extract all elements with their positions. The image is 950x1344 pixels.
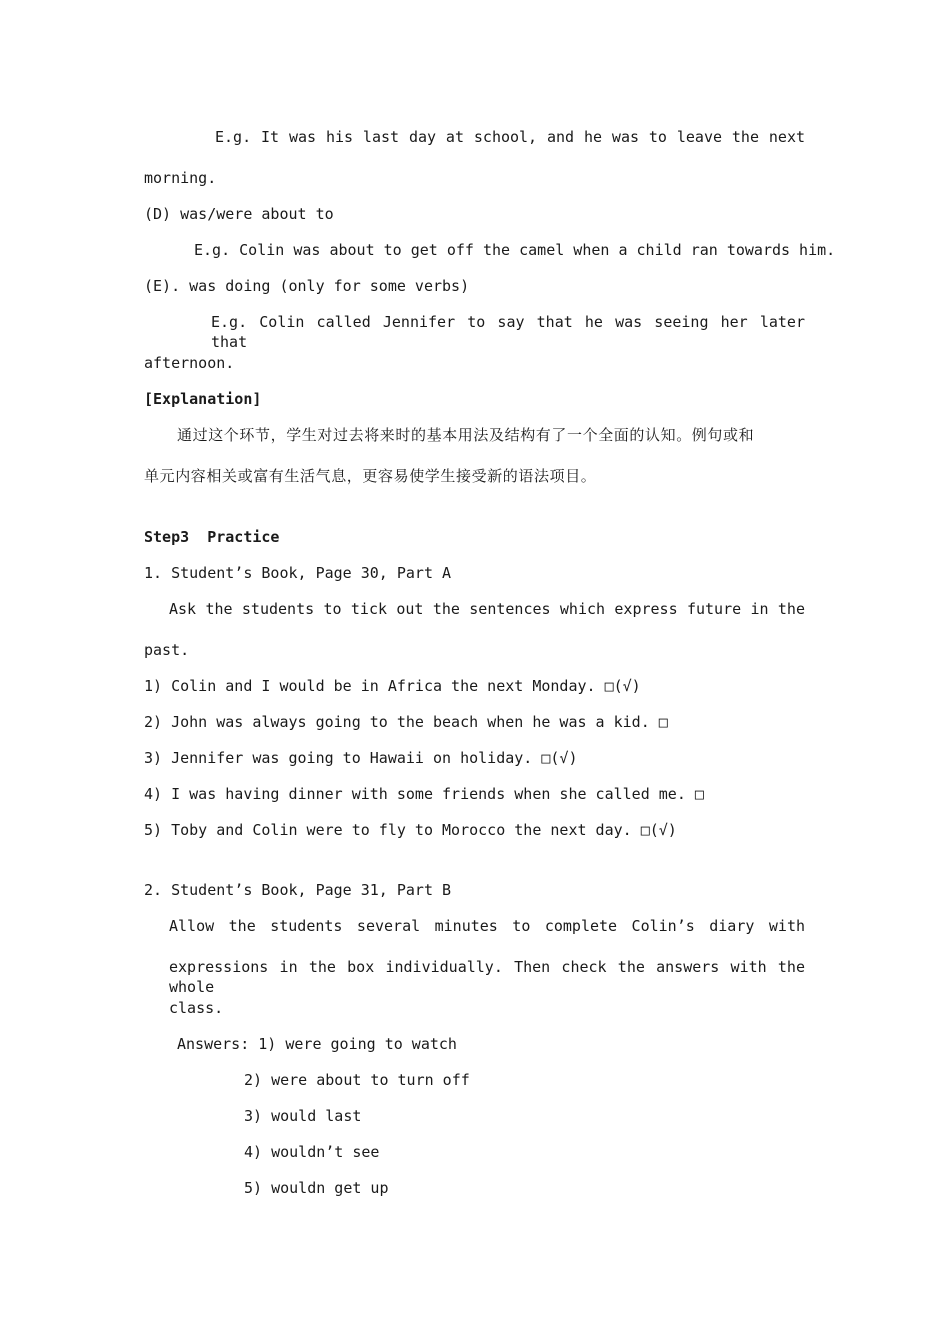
explanation-heading: [Explanation] bbox=[144, 390, 262, 408]
answer-3: 3) would last bbox=[244, 1107, 362, 1125]
part-a-item-2: 2) John was always going to the beach when he was a kid. □ bbox=[144, 713, 668, 731]
answers-label: Answers: 1) were going to watch bbox=[177, 1035, 457, 1053]
explanation-text-line2: 单元内容相关或富有生活气息，更容易使学生接受新的语法项目。 bbox=[144, 467, 597, 485]
part-a-title: 1. Student’s Book, Page 30, Part A bbox=[144, 564, 452, 582]
part-a-instruction-line1: Ask the students to tick out the sentences which express future in the bbox=[169, 600, 805, 618]
part-b-instruction-line3: class. bbox=[169, 999, 224, 1017]
part-a-item-1: 1) Colin and I would be in Africa the next Monday. □(√) bbox=[144, 677, 641, 695]
part-a-instruction-line2: past. bbox=[144, 641, 190, 659]
part-a-item-4: 4) I was having dinner with some friends when she called me. □ bbox=[144, 785, 704, 803]
part-b-instruction-line2: expressions in the box individually. Then check the answers with the whole bbox=[169, 958, 805, 996]
part-b-title: 2. Student’s Book, Page 31, Part B bbox=[144, 881, 452, 899]
part-a-item-5: 5) Toby and Colin were to fly to Morocco the next day. □(√) bbox=[144, 821, 677, 839]
section-e-heading: (E). was doing (only for some verbs) bbox=[144, 277, 470, 295]
example-e-line2: afternoon. bbox=[144, 354, 235, 372]
example-d: E.g. Colin was about to get off the camel when a child ran towards him. bbox=[194, 241, 836, 259]
answer-4: 4) wouldn’t see bbox=[244, 1143, 380, 1161]
example-e-line1: E.g. Colin called Jennifer to say that he was seeing her later that bbox=[211, 313, 805, 351]
part-b-instruction-line1: Allow the students several minutes to complete Colin’s diary with bbox=[169, 917, 805, 935]
example-c-line2: morning. bbox=[144, 169, 217, 187]
section-d-heading: (D) was/were about to bbox=[144, 205, 334, 223]
part-a-item-3: 3) Jennifer was going to Hawaii on holiday. □(√) bbox=[144, 749, 578, 767]
answer-5: 5) wouldn get up bbox=[244, 1179, 389, 1197]
step3-heading: Step3 Practice bbox=[144, 528, 280, 546]
explanation-text-line1: 通过这个环节，学生对过去将来时的基本用法及结构有了一个全面的认知。例句或和 bbox=[177, 426, 755, 444]
example-c-line1: E.g. It was his last day at school, and he was to leave the next bbox=[215, 128, 805, 146]
answer-2: 2) were about to turn off bbox=[244, 1071, 470, 1089]
